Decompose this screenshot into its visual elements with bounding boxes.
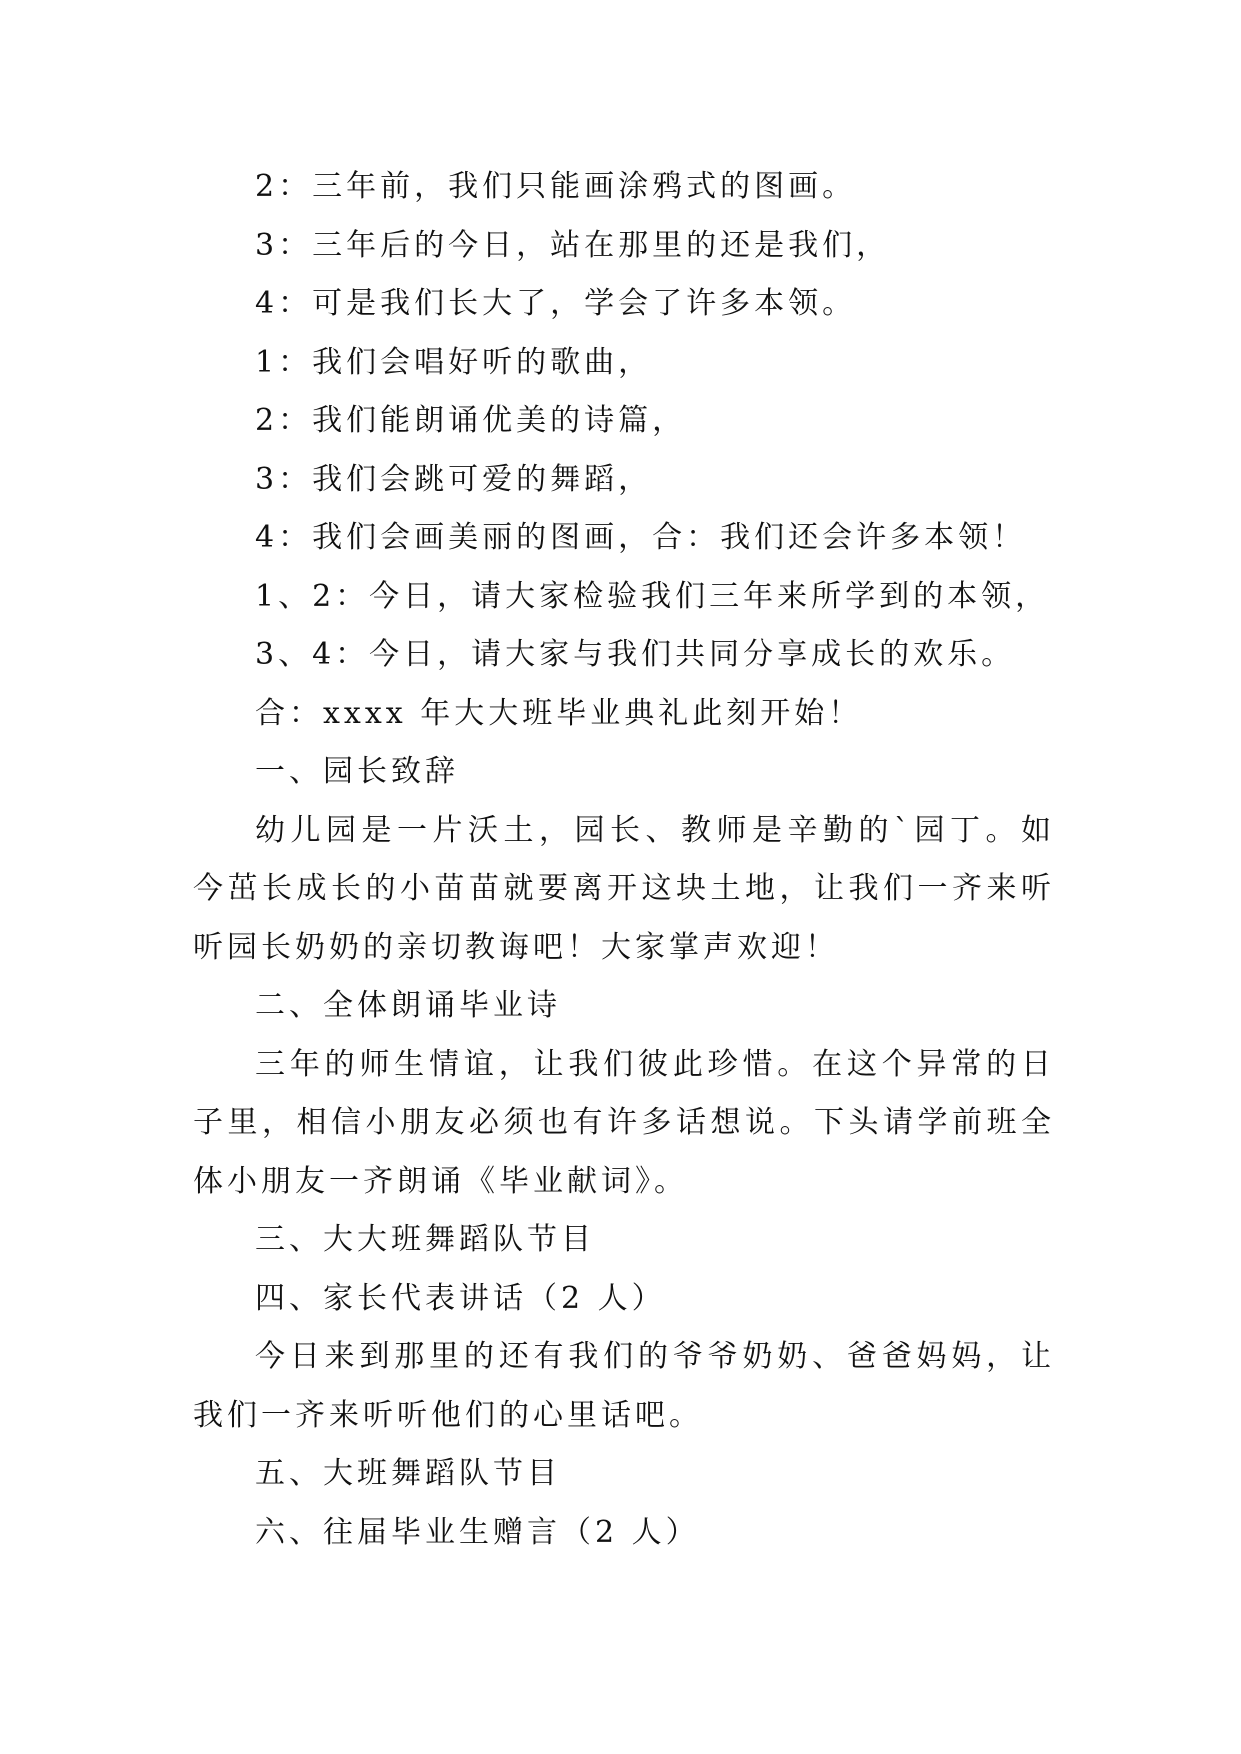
script-line: 1：我们会唱好听的歌曲， [255,344,653,380]
section-paragraph: 幼儿园是一片沃土，园长、教师是辛勤的`园丁。如今茁长成长的小苗苗就要离开这块土地，让我们一齐来听听园长奶奶的亲切教诲吧！大家掌声欢迎！ [193,812,1055,965]
section-heading: 三、大大班舞蹈队节目 [255,1222,595,1257]
section-heading: 一、园长致辞 [255,754,459,789]
document-body [193,158,1055,1562]
section-paragraph: 三年的师生情谊，让我们彼此珍惜。在这个异常的日子里，相信小朋友必须也有许多话想说。下头请学前班全体小朋友一齐朗诵《毕业献词》。 [193,1046,1055,1199]
section-heading: 二、全体朗诵毕业诗 [255,988,561,1023]
script-line: 2：三年前，我们只能画涂鸦式的图画。 [255,169,857,204]
script-line: 3：三年后的今日，站在那里的还是我们， [255,227,891,263]
section-heading: 五、大班舞蹈队节目 [255,1456,561,1491]
section-heading: 四、家长代表讲话（2 人） [255,1280,666,1316]
script-line: 2：我们能朗诵优美的诗篇， [255,403,687,438]
script-line: 合：xxxx 年大大班毕业典礼此刻开始！ [255,695,863,731]
section-heading: 六、往届毕业生赠言（2 人） [255,1514,700,1550]
script-line: 4：我们会画美丽的图画，合：我们还会许多本领！ [255,520,1027,555]
script-line: 4：可是我们长大了，学会了许多本领。 [255,286,857,321]
script-line: 3、4：今日，请大家与我们共同分享成长的欢乐。 [255,637,1016,672]
script-line: 1、2：今日，请大家检验我们三年来所学到的本领， [255,578,1050,614]
section-paragraph: 今日来到那里的还有我们的爷爷奶奶、爸爸妈妈，让我们一齐来听听他们的心里话吧。 [193,1339,1055,1433]
script-line: 3：我们会跳可爱的舞蹈， [255,461,653,497]
